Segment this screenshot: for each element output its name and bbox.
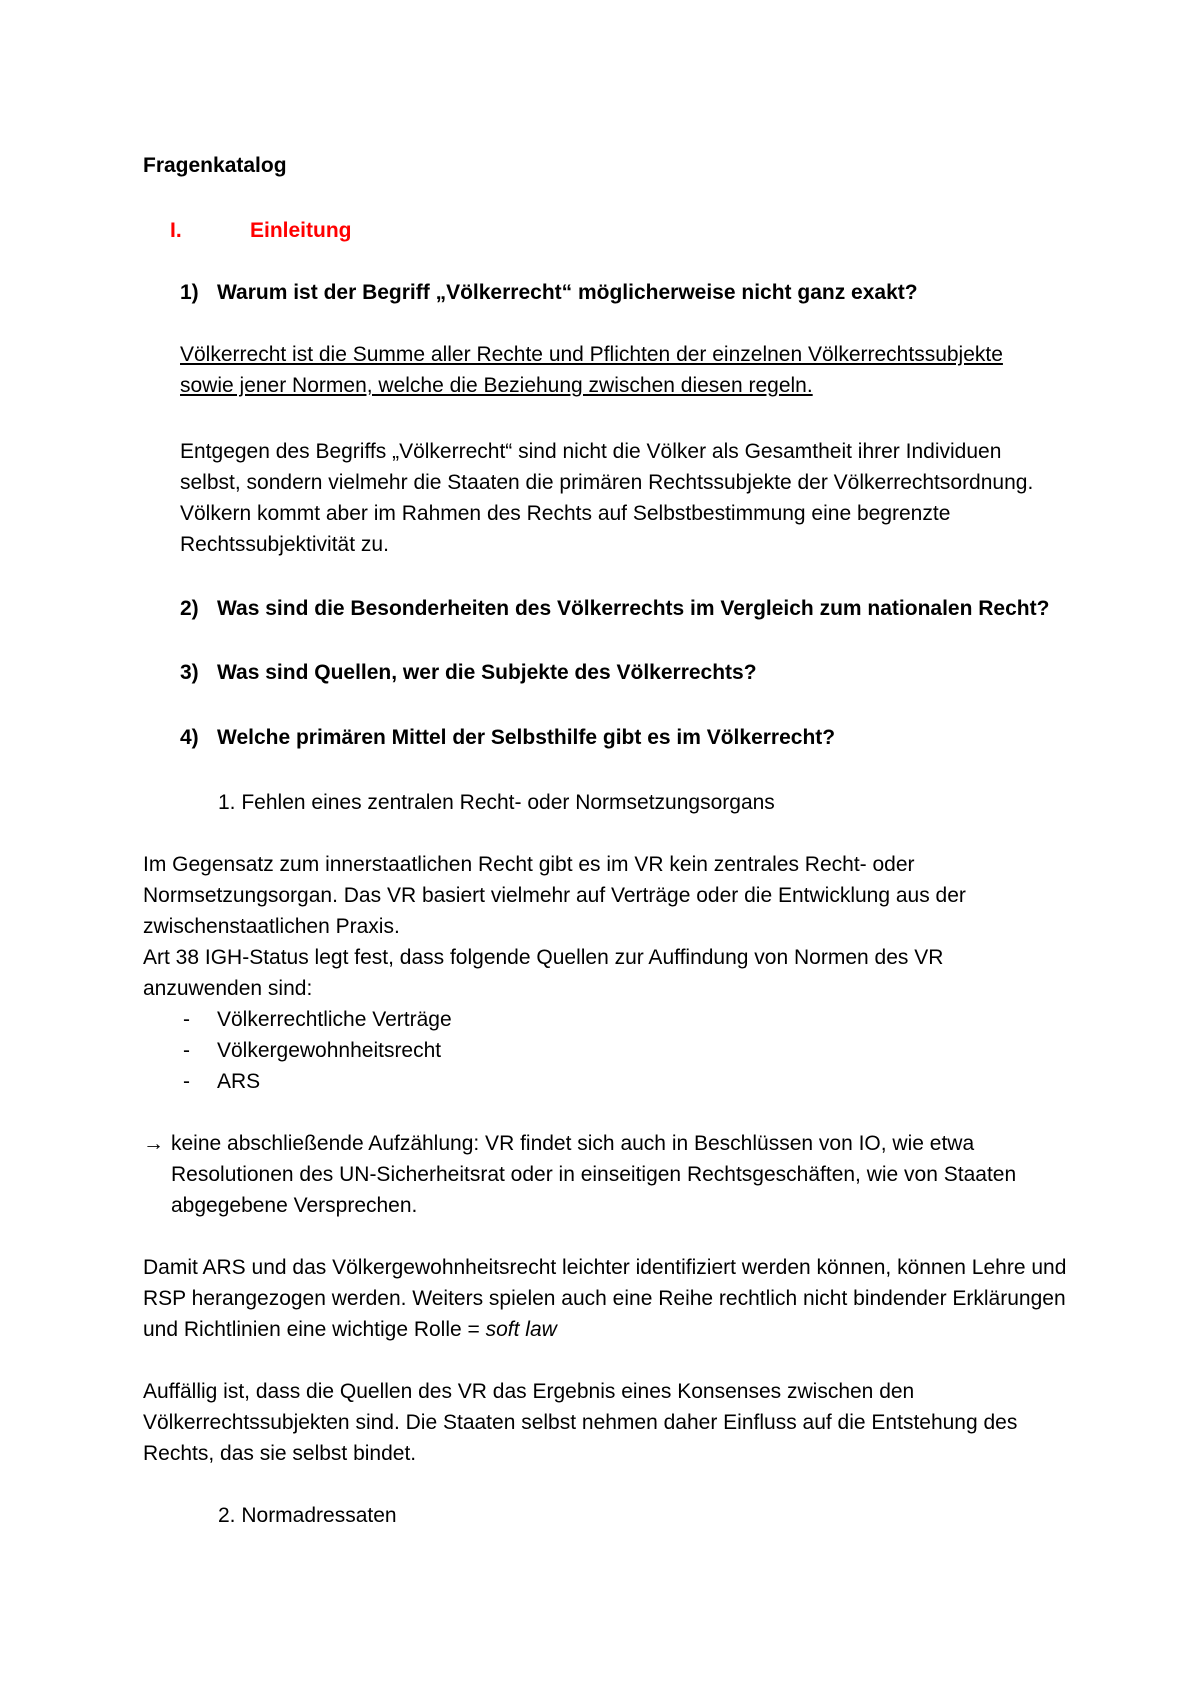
question-text: Warum ist der Begriff „Völkerrecht“ möglicherweise nicht ganz exakt? [217, 281, 918, 304]
paragraph-2: Art 38 IGH-Status legt fest, dass folgende Quellen zur Auffindung von Normen des VR anzuwenden sind: [143, 946, 944, 1000]
answer-definition: Völkerrecht ist die Summe aller Rechte und Pflichten der einzelnen Völkerrechtssubjekte sowie jener Normen, welche die Beziehung zwischen diesen regeln. [180, 343, 1003, 397]
subheading-1: 1. Fehlen eines zentralen Recht- oder Normsetzungsorgans [218, 791, 775, 814]
question-4 [180, 722, 835, 753]
arrow-note [143, 1128, 1068, 1221]
answer-paragraph: Entgegen des Begriffs „Völkerrecht“ sind nicht die Völker als Gesamtheit ihrer Individuen selbst, sondern vielmehr die Staaten die primären Rechtssubjekte der Völkerrechtsordnung. Völkern kommt aber im Rahmen des Rechts auf Selbstbestimmung eine begrenzte Rechtssubjektivität zu. [180, 440, 1034, 556]
list-dash: - [183, 1039, 190, 1062]
question-text: Was sind die Besonderheiten des Völkerrechts im Vergleich zum nationalen Recht? [217, 597, 1050, 620]
section-label: Einleitung [250, 219, 352, 242]
list-item-text: ARS [217, 1070, 261, 1093]
paragraph-3-text: Damit ARS und das Völkergewohnheitsrecht leichter identifiziert werden können, können Lehre und RSP herangezogen werden. Weiters spielen auch eine Reihe rechtlich nicht bindender Erklärungen und Richtlinien eine wichtige Rolle = [143, 1256, 1067, 1341]
soft-law-term: soft law [485, 1318, 557, 1341]
list-item [183, 1066, 260, 1097]
section-number: I. [170, 219, 182, 242]
subheading-2: 2. Normadressaten [218, 1504, 397, 1527]
document-title: Fragenkatalog [143, 154, 287, 177]
list-item-text: Völkerrechtliche Verträge [217, 1008, 452, 1031]
list-dash: - [183, 1008, 190, 1031]
question-2 [180, 593, 1049, 624]
list-item-text: Völkergewohnheitsrecht [217, 1039, 442, 1062]
arrow-right-icon: → [143, 1132, 164, 1155]
paragraph-4: Auffällig ist, dass die Quellen des VR das Ergebnis eines Konsenses zwischen den Völkerrechtssubjekten sind. Die Staaten selbst nehmen daher Einfluss auf die Entstehung des Rechts, das sie selbst bindet. [143, 1380, 1018, 1465]
question-3 [180, 657, 757, 688]
list-dash: - [183, 1070, 190, 1093]
paragraph-1: Im Gegensatz zum innerstaatlichen Recht gibt es im VR kein zentrales Recht- oder Normsetzungsorgan. Das VR basiert vielmehr auf Verträge oder die Entwicklung aus der zwischenstaatlichen Praxis. [143, 853, 966, 938]
question-number: 1) [180, 281, 199, 304]
list-item [183, 1004, 452, 1035]
paragraph-3 [143, 1252, 1068, 1345]
list-item [183, 1035, 441, 1066]
question-number: 4) [180, 726, 199, 749]
question-text: Was sind Quellen, wer die Subjekte des Völkerrechts? [217, 661, 757, 684]
arrow-note-text: keine abschließende Aufzählung: VR findet sich auch in Beschlüssen von IO, wie etwa Resolutionen des UN-Sicherheitsrat oder in einseitigen Rechtsgeschäften, wie von Staaten abgegebene Versprechen. [171, 1132, 1017, 1217]
question-1 [180, 277, 918, 308]
question-number: 3) [180, 661, 199, 684]
question-number: 2) [180, 597, 199, 620]
question-text: Welche primären Mittel der Selbsthilfe gibt es im Völkerrecht? [217, 726, 836, 749]
